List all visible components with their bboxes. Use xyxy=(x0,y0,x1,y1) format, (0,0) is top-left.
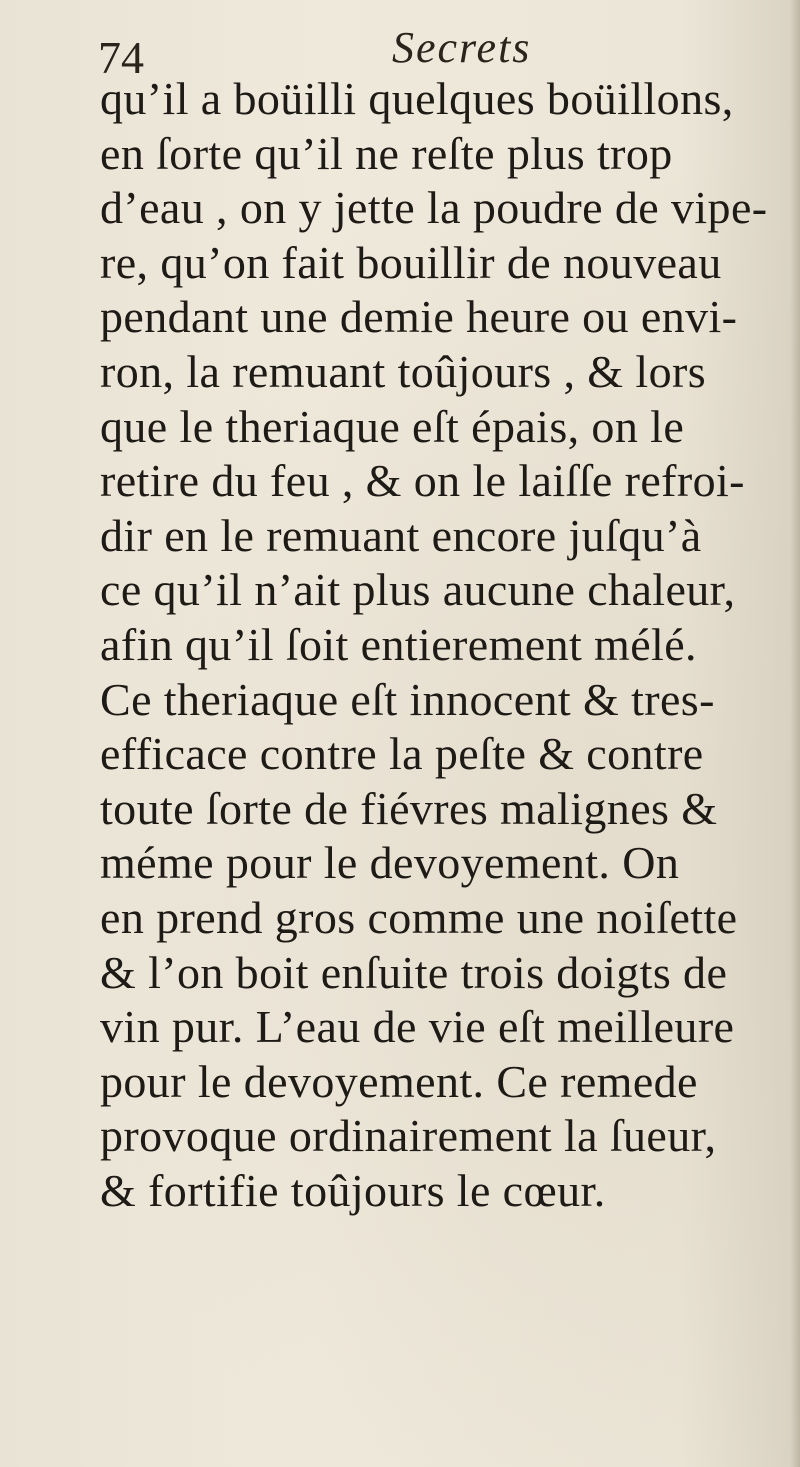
text-line: & fortifie toûjours le cœur. xyxy=(100,1164,606,1216)
body-text xyxy=(100,72,790,1218)
page-header xyxy=(84,18,724,83)
text-line: pendant une demie heure ou envi- xyxy=(100,291,738,343)
text-line: Ce theriaque eſt innocent & tres- xyxy=(100,673,715,725)
text-line: ce qu’il n’ait plus aucune chaleur, xyxy=(100,564,736,616)
text-line: en prend gros comme une noiſette xyxy=(100,891,738,943)
text-line: dir en le remuant encore juſqu’à xyxy=(100,509,702,561)
page-edge-shadow xyxy=(790,0,800,1467)
text-line: toute ſorte de fiévres malignes & xyxy=(100,782,718,834)
running-title: Secrets xyxy=(392,23,532,72)
text-line: provoque ordinairement la ſueur, xyxy=(100,1110,717,1162)
text-line: & l’on boit enſuite trois doigts de xyxy=(100,946,728,998)
text-line: ron, la remuant toûjours , & lors xyxy=(100,345,706,397)
text-line: efficace contre la peſte & contre xyxy=(100,728,704,780)
text-line: pour le devoyement. Ce remede xyxy=(100,1055,698,1107)
text-line: que le theriaque eſt épais, on le xyxy=(100,400,685,452)
text-line: méme pour le devoyement. On xyxy=(100,837,680,889)
text-line: vin pur. L’eau de vie eſt meilleure xyxy=(100,1001,735,1053)
text-line: afin qu’il ſoit entierement mélé. xyxy=(100,618,697,670)
text-line: re, qu’on fait bouillir de nouveau xyxy=(100,236,722,288)
text-line: d’eau , on y jette la poudre de vipe- xyxy=(100,182,768,234)
text-line: qu’il a boüilli quelques boüillons, xyxy=(100,73,734,124)
text-line: retire du feu , & on le laiſſe refroi- xyxy=(100,455,745,507)
page-number: 74 xyxy=(98,32,144,83)
text-line: en ſorte qu’il ne reſte plus trop xyxy=(100,127,673,179)
